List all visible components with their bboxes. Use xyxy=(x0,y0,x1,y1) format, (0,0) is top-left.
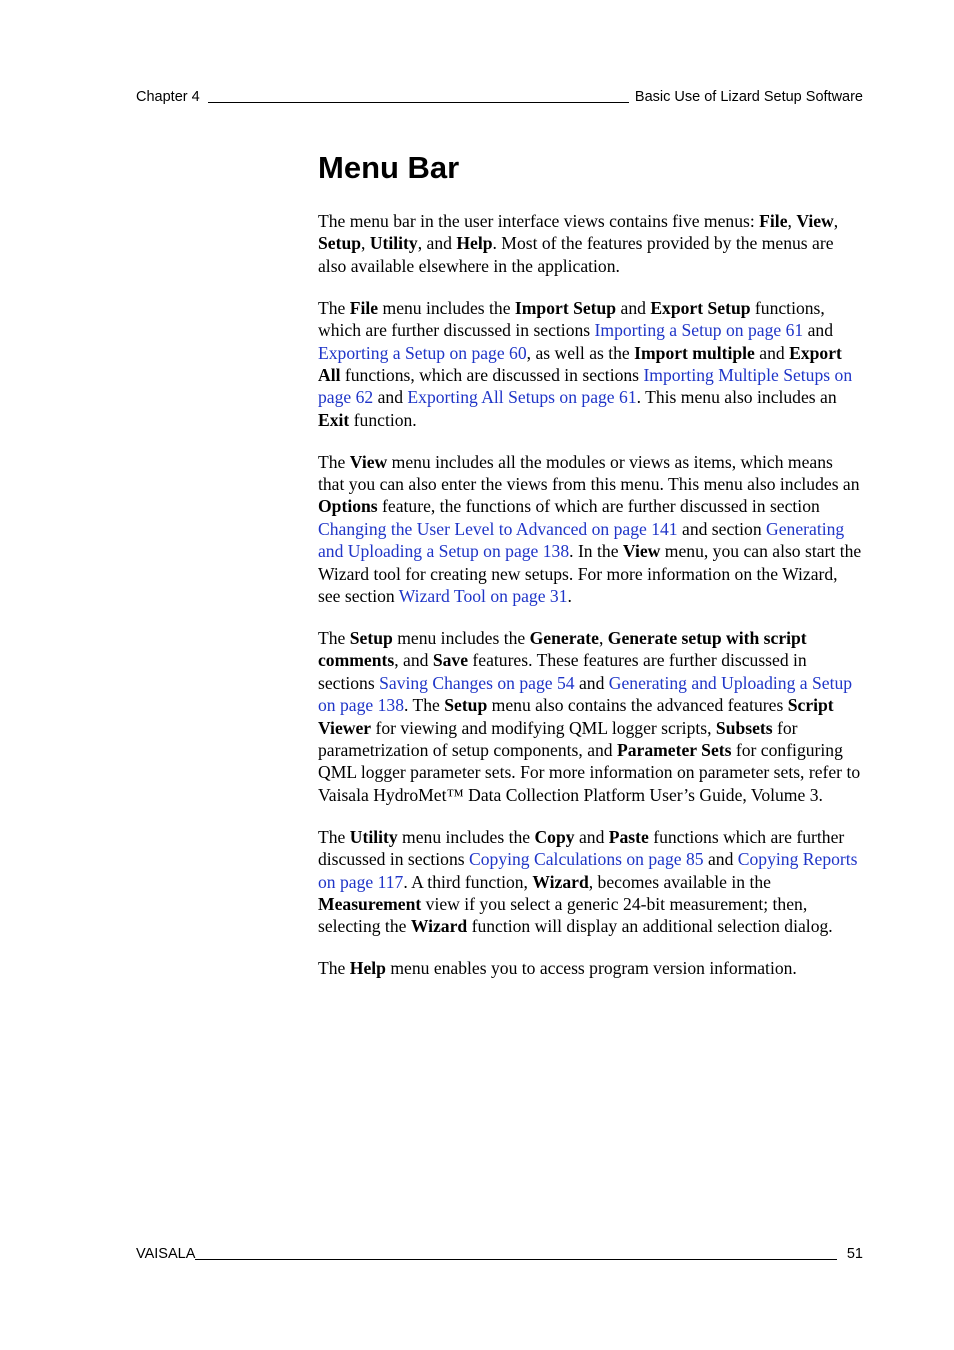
text: and xyxy=(574,826,609,847)
text: . In the xyxy=(569,541,623,562)
xref-link-saving-changes[interactable]: Saving Changes on page 54 xyxy=(379,672,575,693)
text: view if you select a generic 24-bit measurement; then, selecting the xyxy=(318,893,808,937)
text: , xyxy=(787,211,797,231)
bold-term: Export Setup xyxy=(650,297,751,318)
text: for configuring QML logger parameter sets. For more information on parameter sets, refer to Vaisala HydroMet™ Data Collection Platform User’s Guide, Volume 3. xyxy=(318,740,861,805)
text: , and xyxy=(417,233,457,254)
bold-term: Utility xyxy=(369,233,418,254)
text: The xyxy=(318,628,350,648)
xref-link-exporting-setup[interactable]: Exporting a Setup on page 60 xyxy=(318,342,527,363)
text: menu enables you to access program version information. xyxy=(385,958,797,979)
footer-company: VAISALA xyxy=(136,1246,196,1262)
bold-term: File xyxy=(759,211,788,231)
bold-term: View xyxy=(796,211,834,231)
paragraph-utility-menu xyxy=(318,826,863,938)
text: The menu bar in the user interface views contains five menus: xyxy=(318,211,760,231)
text: menu includes the xyxy=(378,297,515,318)
text: function. xyxy=(349,409,417,430)
xref-link-importing-multiple[interactable]: Importing Multiple Setups on page 62 xyxy=(318,364,853,408)
text: , becomes available in the xyxy=(588,871,771,892)
text: menu, you can also start the Wizard tool for creating new setups. For more information on the Wizard, see section xyxy=(318,541,862,607)
bold-term: Utility xyxy=(349,826,398,847)
main-content xyxy=(318,148,863,999)
text: menu also contains the advanced features xyxy=(487,695,788,716)
bold-term: Options xyxy=(318,496,378,517)
text: . xyxy=(567,586,572,607)
text: . This menu also includes an xyxy=(636,387,837,408)
text: and xyxy=(574,672,609,693)
bold-term: Setup xyxy=(318,233,362,254)
text: and xyxy=(616,297,651,318)
bold-term: File xyxy=(349,297,379,318)
footer-rule xyxy=(195,1258,836,1260)
text: and section xyxy=(677,518,767,539)
text: . Most of the features provided by the menus are also available elsewhere in the application. xyxy=(318,233,834,276)
xref-link-generating-uploading[interactable]: Generating and Uploading a Setup on page 138 xyxy=(318,672,853,716)
text: menu includes the xyxy=(392,628,530,648)
bold-term: Subsets xyxy=(715,717,773,738)
bold-term: Measurement xyxy=(318,893,422,914)
text: The xyxy=(318,958,350,979)
running-header xyxy=(136,86,863,106)
text: , and xyxy=(394,650,433,671)
text: function will display an additional selection dialog. xyxy=(467,916,833,937)
text: . The xyxy=(404,695,445,716)
paragraph-setup-menu xyxy=(318,627,863,806)
bold-term: Generate setup with script comments xyxy=(318,628,807,671)
paragraph-view-menu xyxy=(318,451,863,608)
text: feature, the functions of which are further discussed in section xyxy=(377,496,820,517)
bold-term: Setup xyxy=(349,628,393,648)
text: , xyxy=(598,628,608,648)
xref-link-generating-uploading[interactable]: Generating and Uploading a Setup on page 138 xyxy=(318,518,845,562)
bold-term: Help xyxy=(349,958,386,979)
text: functions, which are discussed in sections xyxy=(340,364,644,385)
text: for parametrization of setup components, and xyxy=(318,717,798,761)
paragraph-intro xyxy=(318,210,863,277)
text: and xyxy=(703,849,738,870)
bold-term: Wizard xyxy=(410,916,468,937)
text: functions which are further discussed in sections xyxy=(318,826,845,870)
text: functions, which are further discussed in sections xyxy=(318,297,825,341)
bold-term: Exit xyxy=(318,409,350,430)
bold-term: Import Setup xyxy=(514,297,617,318)
paragraph-file-menu xyxy=(318,297,863,431)
paragraph-help-menu xyxy=(318,957,863,979)
bold-term: Copy xyxy=(534,826,575,847)
xref-link-user-level[interactable]: Changing the User Level to Advanced on page 141 xyxy=(318,518,678,539)
bold-term: Generate xyxy=(529,628,599,648)
xref-link-exporting-all[interactable]: Exporting All Setups on page 61 xyxy=(407,387,637,408)
bold-term: Import multiple xyxy=(634,342,755,363)
text: for viewing and modifying QML logger scripts, xyxy=(371,717,716,738)
xref-link-copying-calculations[interactable]: Copying Calculations on page 85 xyxy=(469,849,704,870)
bold-term: Parameter Sets xyxy=(617,740,732,761)
bold-term: Wizard xyxy=(532,871,589,892)
bold-term: View xyxy=(622,541,661,562)
xref-link-importing-setup[interactable]: Importing a Setup on page 61 xyxy=(594,320,804,341)
running-footer xyxy=(136,1243,863,1263)
xref-link-wizard-tool[interactable]: Wizard Tool on page 31 xyxy=(398,586,568,607)
text: and xyxy=(754,342,790,363)
header-chapter: Chapter 4 xyxy=(136,89,200,105)
text: , xyxy=(361,233,370,254)
page-number: 51 xyxy=(846,1246,863,1262)
bold-term: Export All xyxy=(318,342,842,385)
bold-term: Script Viewer xyxy=(318,695,834,738)
bold-term: Help xyxy=(456,233,493,254)
xref-link-copying-reports[interactable]: Copying Reports on page 117 xyxy=(318,849,858,892)
text: The xyxy=(318,826,350,847)
text: menu includes the xyxy=(397,826,535,847)
text: menu includes all the modules or views as items, which means that you can also enter the views from this menu. This menu also includes an xyxy=(318,451,860,495)
text: , xyxy=(833,211,839,231)
header-rule xyxy=(208,101,629,103)
text: and xyxy=(803,320,834,341)
text: features. These features are further discussed in sections xyxy=(318,650,807,693)
text: and xyxy=(373,387,408,408)
text: . A third function, xyxy=(403,871,533,892)
text: , as well as the xyxy=(526,342,635,363)
bold-term: Setup xyxy=(444,695,488,716)
bold-term: Save xyxy=(432,650,469,671)
bold-term: Paste xyxy=(608,826,649,847)
header-title: Basic Use of Lizard Setup Software xyxy=(634,89,863,105)
bold-term: View xyxy=(349,451,388,472)
text: The xyxy=(318,451,350,472)
text: The xyxy=(318,297,350,318)
section-title: Menu Bar xyxy=(318,150,460,185)
